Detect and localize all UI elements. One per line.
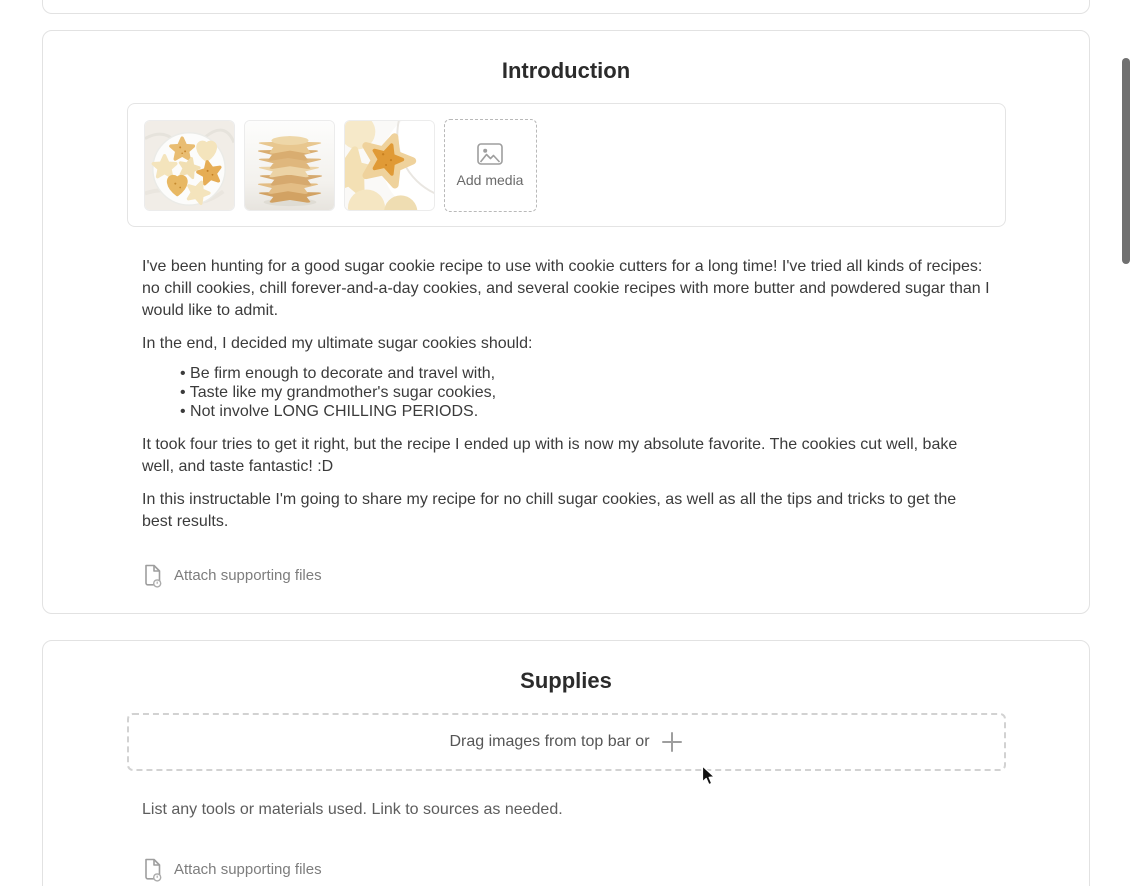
intro-paragraph-3: It took four tries to get it right, but the recipe I ended up with is now my absolute favorite. The cookies cut well, bake well, and taste fantastic! :D bbox=[142, 436, 958, 475]
intro-paragraph-2: In the end, I decided my ultimate sugar cookies should: bbox=[142, 335, 533, 352]
intro-bullet-3: • Not involve LONG CHILLING PERIODS. bbox=[180, 403, 479, 420]
image-icon bbox=[477, 143, 503, 165]
intro-bullet-2: • Taste like my grandmother's sugar cookies, bbox=[180, 384, 497, 401]
media-thumbnail-3[interactable] bbox=[344, 120, 435, 211]
supplies-image-dropzone[interactable] bbox=[127, 713, 1006, 771]
cookies-closeup-photo bbox=[345, 121, 434, 210]
supplies-text-editor[interactable]: List any tools or materials used. Link to sources as needed. bbox=[142, 801, 563, 818]
supplies-title: Supplies bbox=[520, 668, 612, 693]
intro-attach-files-label: Attach supporting files bbox=[174, 567, 322, 584]
dropzone-label: Drag images from top bar or bbox=[449, 733, 650, 750]
supplies-section-card bbox=[42, 640, 1090, 886]
intro-media-bar bbox=[127, 103, 1006, 227]
intro-attach-files-button[interactable] bbox=[141, 563, 322, 588]
scrollbar-thumb[interactable] bbox=[1122, 58, 1130, 264]
intro-bullet-1: • Be firm enough to decorate and travel with, bbox=[180, 365, 496, 382]
cookie-stack-photo bbox=[245, 121, 334, 210]
media-thumbnail-2[interactable] bbox=[244, 120, 335, 211]
previous-section-card-edge bbox=[42, 0, 1090, 14]
plus-icon bbox=[661, 731, 683, 753]
supplies-attach-files-button[interactable] bbox=[141, 857, 322, 882]
media-thumbnail-1[interactable] bbox=[144, 120, 235, 211]
introduction-text-editor[interactable] bbox=[142, 256, 990, 533]
supplies-attach-files-label: Attach supporting files bbox=[174, 861, 322, 878]
introduction-title: Introduction bbox=[501, 58, 631, 83]
file-paperclip-icon bbox=[141, 857, 164, 882]
add-media-button[interactable] bbox=[444, 119, 537, 212]
intro-paragraph-1: I've been hunting for a good sugar cookie recipe to use with cookie cutters for a long time! I've tried all kinds of recipes: no chill cookies, chill forever-and-a-day cookies, and several cookie recipes with more butter and powdered sugar than I would like to admit. bbox=[142, 258, 990, 319]
file-paperclip-icon bbox=[141, 563, 164, 588]
cookies-plate-photo bbox=[145, 121, 234, 210]
intro-paragraph-4: In this instructable I'm going to share my recipe for no chill sugar cookies, as well as all the tips and tricks to get the best results. bbox=[142, 491, 957, 530]
add-media-label: Add media bbox=[456, 171, 524, 188]
introduction-section-card bbox=[42, 30, 1090, 614]
intro-bullet-list bbox=[180, 364, 990, 421]
